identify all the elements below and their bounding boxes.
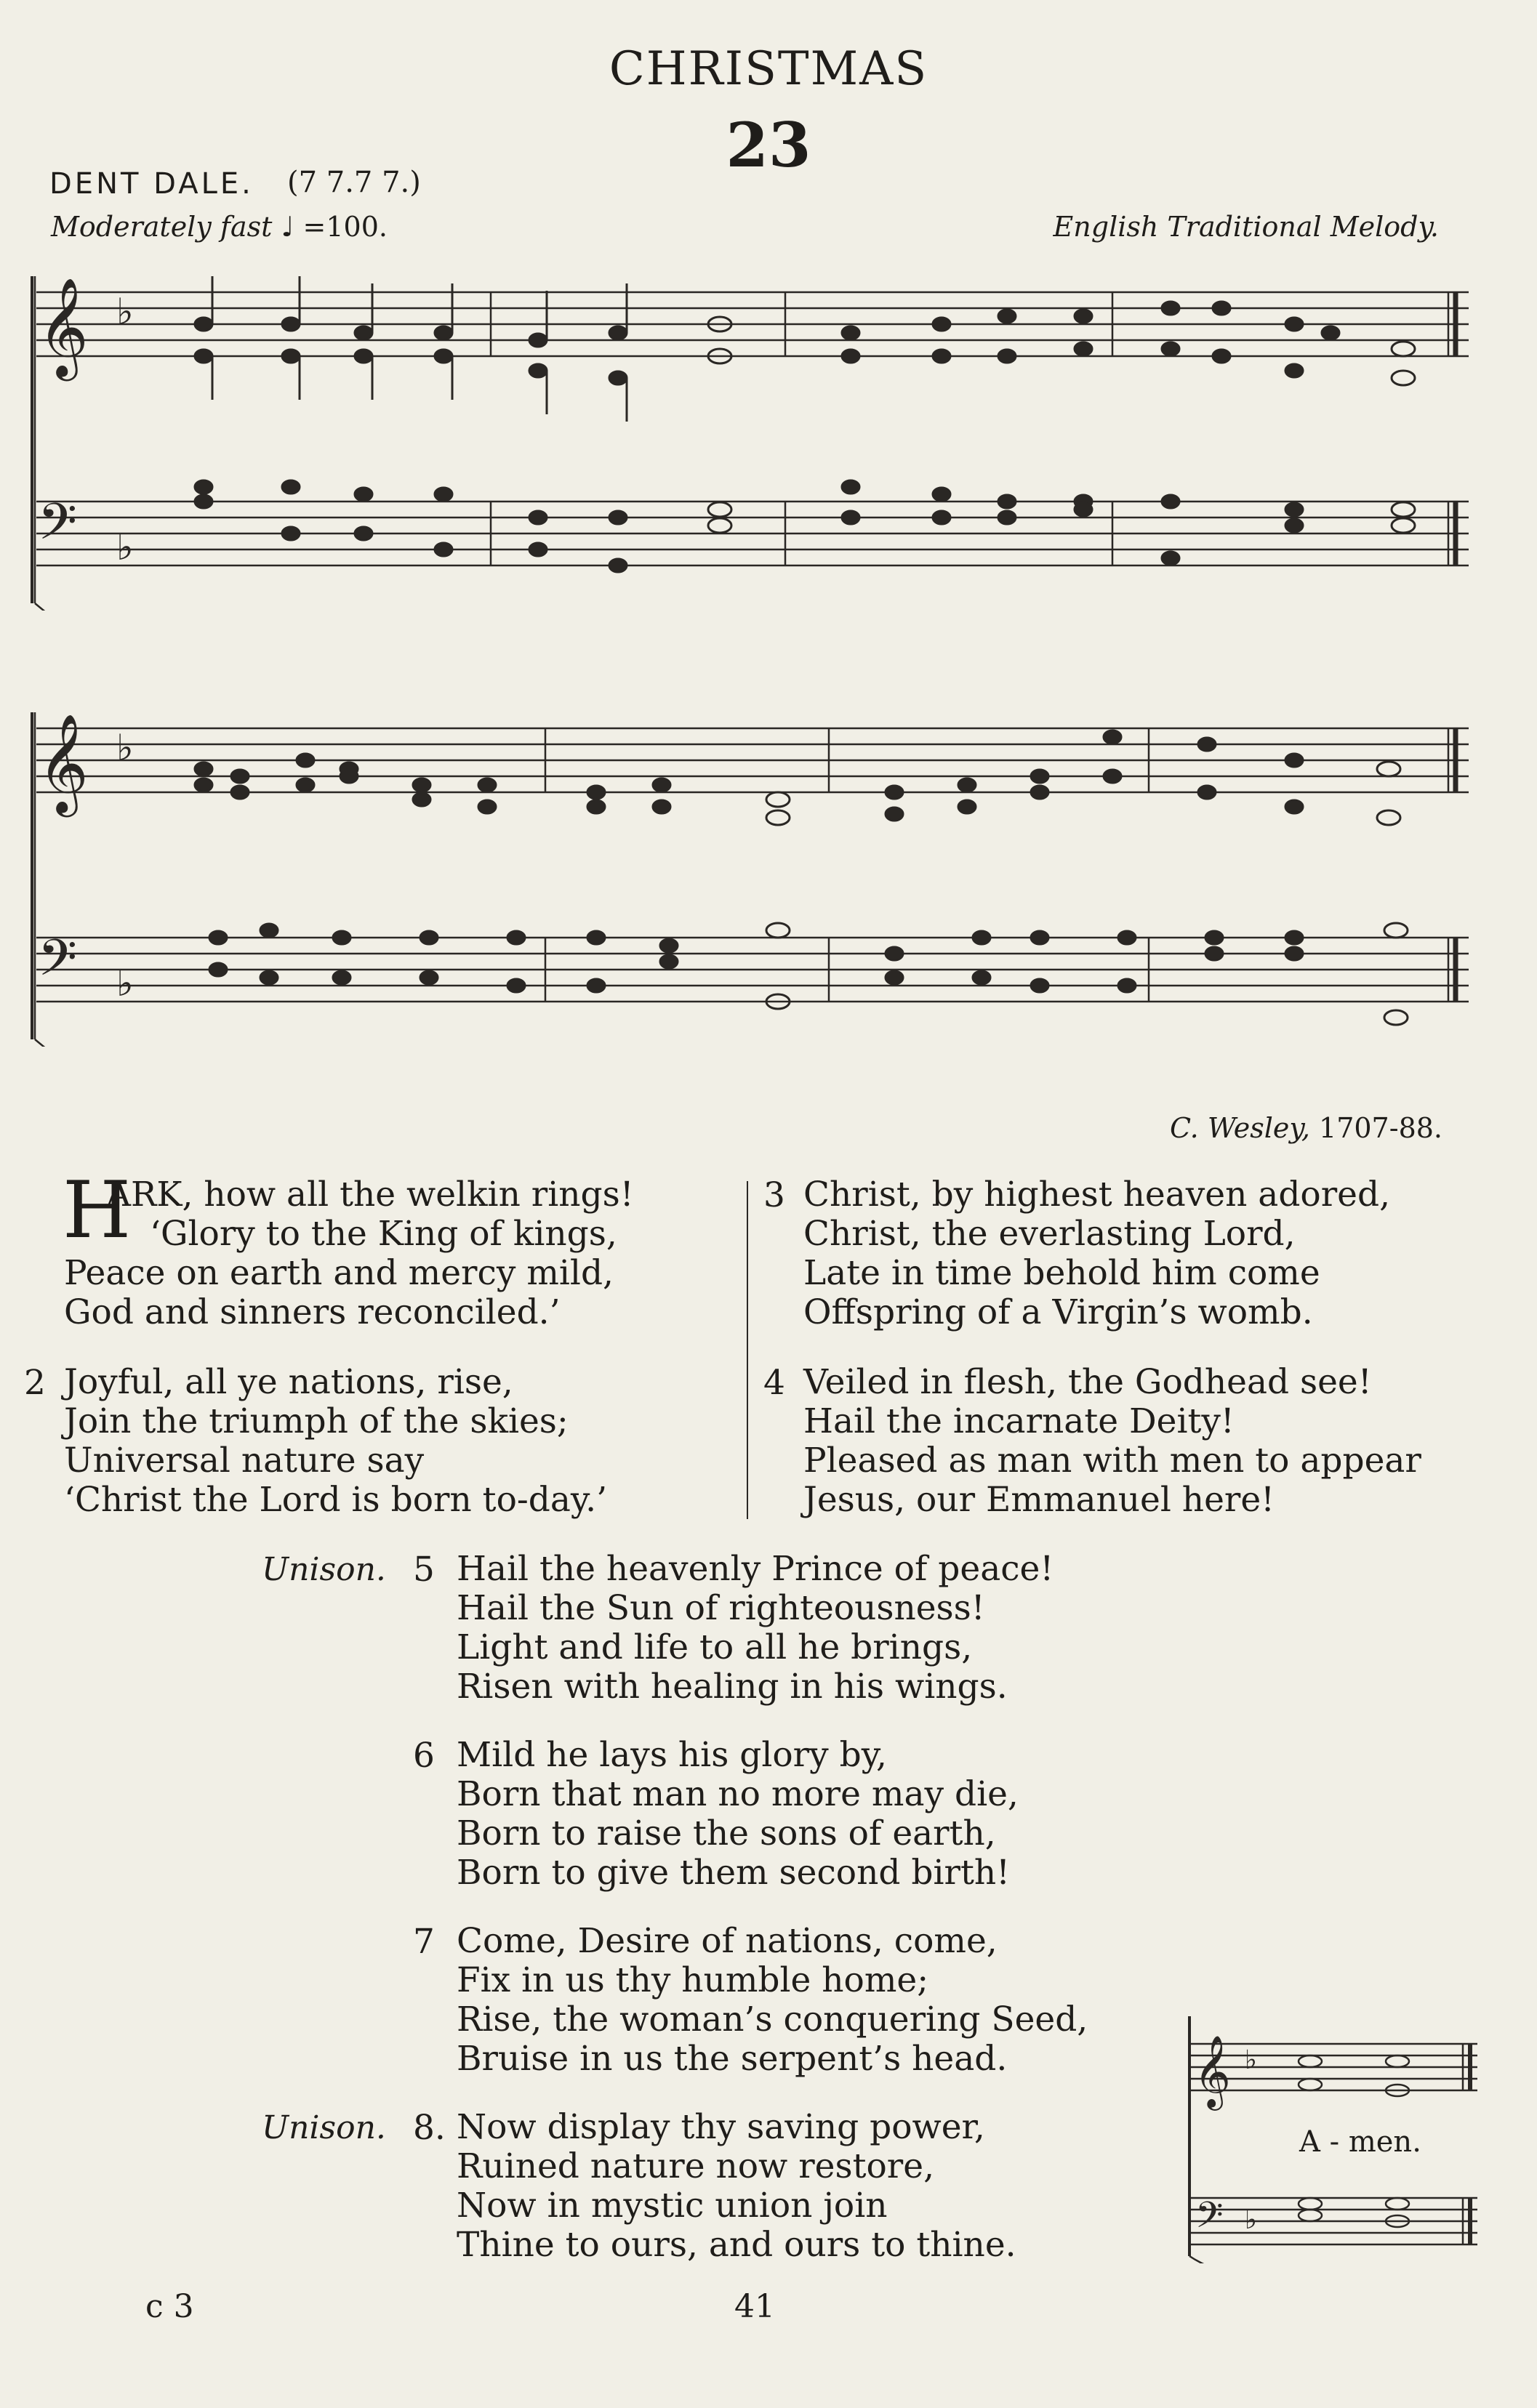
unison-note: Unison. bbox=[262, 2109, 386, 2146]
stanza-line: ‘Christ the Lord is born to-day.’ bbox=[64, 1480, 608, 1520]
section-title: CHRISTMAS bbox=[609, 42, 928, 96]
tempo-text: Moderately fast bbox=[51, 211, 273, 243]
amen-score bbox=[1187, 2016, 1481, 2263]
tune-name: DENT DALE. bbox=[49, 167, 254, 201]
amen-text: A - men. bbox=[1299, 2125, 1421, 2159]
stanza-line: Bruise in us the serpent’s head. bbox=[457, 2039, 1008, 2079]
stanza-line: Christ, by highest heaven adored, bbox=[803, 1175, 1391, 1215]
stanza-line: Peace on earth and mercy mild, bbox=[64, 1253, 614, 1293]
stanza-line: Born to give them second birth! bbox=[457, 1853, 1011, 1893]
drop-cap: H bbox=[63, 1165, 132, 1256]
stanza-line: Veiled in flesh, the Godhead see! bbox=[803, 1362, 1372, 1402]
stanza-line: Now in mystic union join bbox=[457, 2186, 888, 2226]
stanza-line: Late in time behold him come bbox=[803, 1253, 1320, 1293]
stanza-line: Join the triumph of the skies; bbox=[64, 1401, 569, 1441]
stanza-line: Fix in us thy humble home; bbox=[457, 1960, 929, 2000]
stanza-number: 4 bbox=[763, 1363, 785, 1403]
stanza-line: Joyful, all ye nations, rise, bbox=[64, 1362, 513, 1402]
author-dates: 1707-88. bbox=[1319, 1112, 1442, 1144]
stanza-line: Risen with healing in his wings. bbox=[457, 1667, 1008, 1707]
page-number: 41 bbox=[734, 2288, 775, 2325]
stanza-line: Mild he lays his glory by, bbox=[457, 1735, 887, 1775]
stanza-5 bbox=[457, 1550, 1054, 1707]
stanza-line: Rise, the woman’s conquering Seed, bbox=[457, 2000, 1088, 2039]
svg-text:♭: ♭ bbox=[116, 526, 134, 568]
stanza-line: God and sinners reconciled.’ bbox=[64, 1292, 561, 1332]
quarter-note-icon: ♩ bbox=[281, 211, 294, 243]
melody-credit: English Traditional Melody. bbox=[1053, 211, 1439, 243]
stanza-line: Pleased as man with men to appear bbox=[803, 1441, 1421, 1481]
stanza-line: Jesus, our Emmanuel here! bbox=[803, 1480, 1275, 1520]
stanza-number: 3 bbox=[763, 1175, 785, 1215]
stanza-6 bbox=[457, 1736, 1019, 1893]
stanza-number: 7 bbox=[413, 1922, 435, 1962]
metre: (7 7.7 7.) bbox=[287, 166, 421, 199]
svg-text:♭: ♭ bbox=[116, 291, 134, 333]
stanza-line: Universal nature say bbox=[64, 1441, 425, 1481]
column-divider bbox=[747, 1181, 748, 1519]
svg-text:♭: ♭ bbox=[1245, 2205, 1257, 2235]
svg-text:𝄢: 𝄢 bbox=[38, 492, 78, 563]
unison-note: Unison. bbox=[262, 1551, 386, 1588]
stanza-number: 5 bbox=[413, 1550, 435, 1590]
metronome-value: =100. bbox=[302, 211, 388, 243]
stanza-line: Now display thy saving power, bbox=[457, 2107, 985, 2147]
stanza-line: Born that man no more may die, bbox=[457, 1774, 1019, 1814]
svg-text:♭: ♭ bbox=[116, 727, 134, 769]
stanza-line: Christ, the everlasting Lord, bbox=[803, 1214, 1296, 1254]
stanza-line: Born to raise the sons of earth, bbox=[457, 1813, 996, 1853]
stanza-line: ‘Glory to the King of kings, bbox=[150, 1214, 617, 1254]
stanza-2 bbox=[64, 1363, 607, 1520]
music-system-1 bbox=[22, 262, 1476, 611]
stanza-line: Light and life to all he brings, bbox=[457, 1627, 973, 1667]
svg-text:♭: ♭ bbox=[116, 962, 134, 1004]
stanza-line: Hail the heavenly Prince of peace! bbox=[457, 1549, 1054, 1589]
hymn-number: 23 bbox=[726, 109, 811, 181]
tempo-marking bbox=[51, 211, 388, 243]
stanza-line: Offspring of a Virgin’s womb. bbox=[803, 1292, 1313, 1332]
stanza-number: 2 bbox=[24, 1363, 46, 1403]
stanza-number: 8. bbox=[413, 2108, 446, 2148]
author-credit bbox=[1170, 1112, 1442, 1144]
stanza-line: Hail the incarnate Deity! bbox=[803, 1401, 1235, 1441]
svg-text:𝄢: 𝄢 bbox=[1195, 2194, 1224, 2245]
stanza-8 bbox=[457, 2108, 1016, 2265]
svg-text:𝄞: 𝄞 bbox=[38, 276, 89, 376]
stanza-3 bbox=[803, 1175, 1390, 1332]
stanza-number: 6 bbox=[413, 1736, 435, 1776]
author-name: C. Wesley, bbox=[1169, 1112, 1310, 1144]
stanza-4 bbox=[803, 1363, 1421, 1520]
stanza-line: ARK, how all the welkin rings! bbox=[106, 1175, 634, 1215]
stanza-line: Ruined nature now restore, bbox=[457, 2146, 935, 2186]
signature-mark: c 3 bbox=[145, 2288, 194, 2325]
svg-text:𝄞: 𝄞 bbox=[38, 712, 89, 813]
svg-text:𝄢: 𝄢 bbox=[38, 928, 78, 999]
music-system-2 bbox=[22, 698, 1476, 1047]
stanza-1 bbox=[64, 1175, 634, 1332]
stanza-7 bbox=[457, 1922, 1088, 2079]
svg-text:𝄞: 𝄞 bbox=[1194, 2035, 1231, 2108]
stanza-line: Hail the Sun of righteousness! bbox=[457, 1588, 985, 1628]
stanza-line: Come, Desire of nations, come, bbox=[457, 1921, 998, 1961]
stanza-line: Thine to ours, and ours to thine. bbox=[457, 2225, 1016, 2265]
svg-text:♭: ♭ bbox=[1245, 2045, 1257, 2075]
